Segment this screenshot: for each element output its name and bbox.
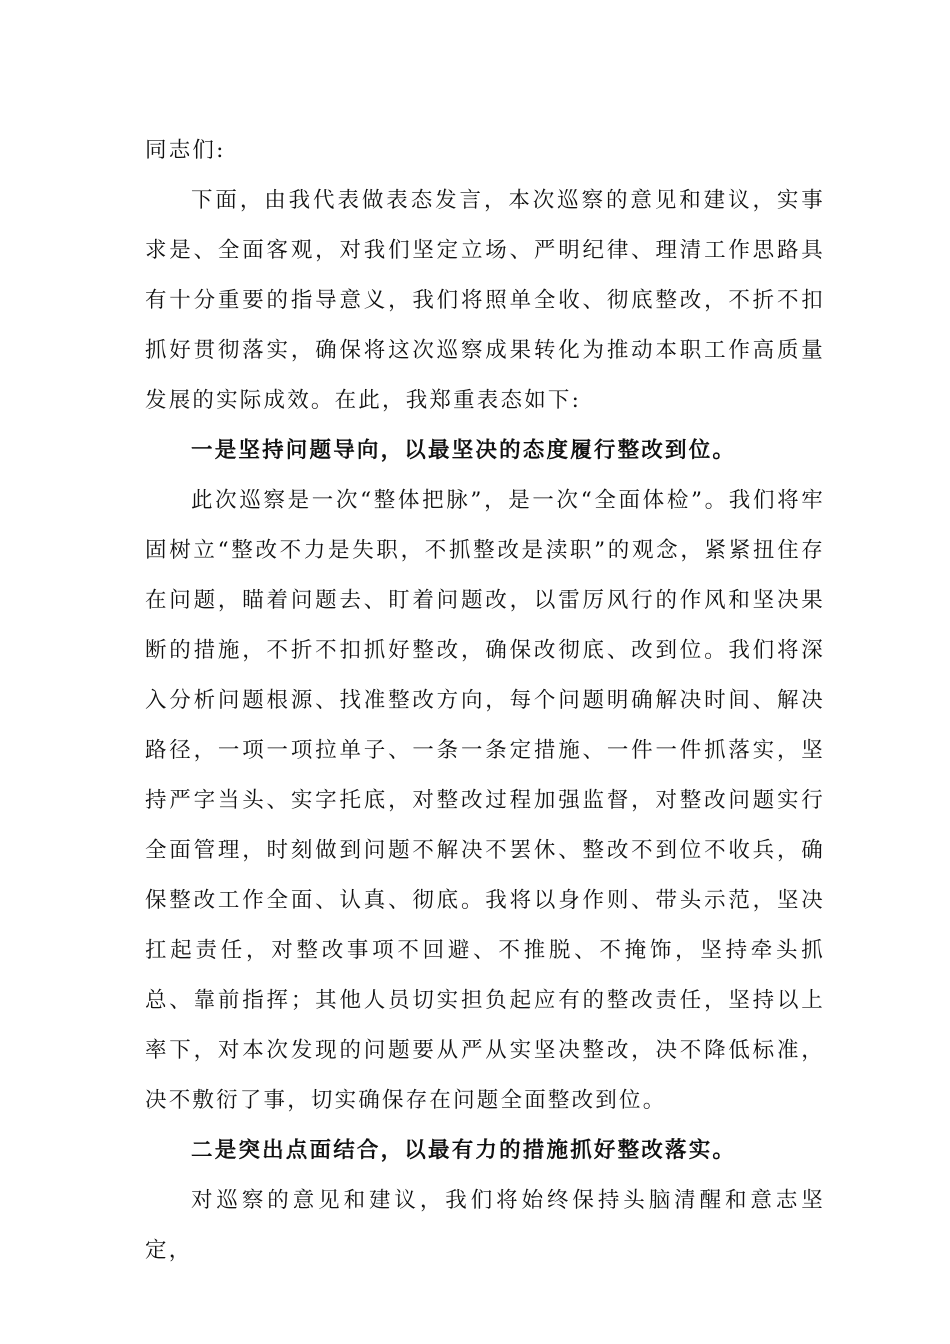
salutation: 同志们: — [145, 138, 226, 163]
paragraph-section-2: 对巡察的意见和建议，我们将始终保持头脑清醒和意志坚定， — [145, 1188, 825, 1263]
document-body — [145, 126, 825, 1276]
paragraph-section-1: 此次巡察是一次“整体把脉”，是一次“全面体检”。我们将牢固树立“整改不力是失职，不抓整改是渎职”的观念，紧紧扭住存在问题，瞄着问题去、盯着问题改，以雷厉风行的作风和坚决果断的措施，不折不扣抓好整改，确保改彻底、改到位。我们将深入分析问题根源、找准整改方向，每个问题明确解决时间、解决路径，一项一项拉单子、一条一条定措施、一件一件抓落实，坚持严字当头、实字托底，对整改过程加强监督，对整改问题实行全面管理，时刻做到问题不解决不罢休、整改不到位不收兵，确保整改工作全面、认真、彻底。我将以身作则、带头示范，坚决扛起责任，对整改事项不回避、不推脱、不掩饰，坚持牵头抓总、靠前指挥；其他人员切实担负起应有的整改责任，坚持以上率下，对本次发现的问题要从严从实坚决整改，决不降低标准，决不敷衍了事，切实确保存在问题全面整改到位。 — [145, 488, 825, 1113]
section-heading-1: 一是坚持问题导向，以最坚决的态度履行整改到位。 — [191, 438, 737, 463]
section-heading-2: 二是突出点面结合，以最有力的措施抓好整改落实。 — [191, 1138, 737, 1163]
paragraph-intro: 下面，由我代表做表态发言，本次巡察的意见和建议，实事求是、全面客观，对我们坚定立场、严明纪律、理清工作思路具有十分重要的指导意义，我们将照单全收、彻底整改，不折不扣抓好贯彻落实，确保将这次巡察成果转化为推动本职工作高质量发展的实际成效。在此，我郑重表态如下: — [145, 188, 825, 413]
